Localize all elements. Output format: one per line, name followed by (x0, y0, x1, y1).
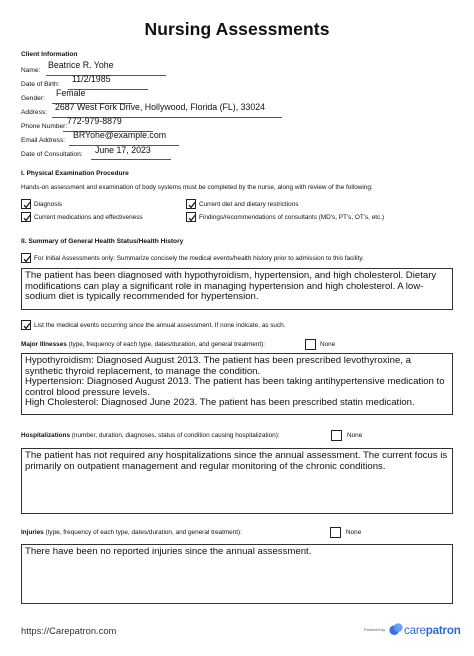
major-illnesses-label-rest: (type, frequency of each type, dates/duration, and general treatment): (66, 341, 266, 348)
hospitalizations-label-rest: (number, duration, diagnoses, status of condition causing hospitalization): (70, 432, 280, 439)
name-value[interactable]: Beatrice R. Yohe (48, 60, 114, 70)
client-info-heading: Client Information (21, 51, 78, 58)
major-illnesses-text: Hypothyroidism: Diagnosed August 2013. The patient has been prescribed levothyroxine, a synthetic thyroid replacement, to manage the condition. Hypertension: Diagnosed August 2013. The patient has been taking antihypertensive medication to control blood pressure levels. High Cholesterol: Diagnosed June 2023. The patient has been prescribed statin medication. (25, 355, 445, 409)
consultants-label: Findings/recommendations of consultants (MD's, PT's, OT's, etc.) (199, 214, 385, 221)
hospitalizations-label (21, 432, 280, 439)
diet-label: Current diet and dietary restrictions (199, 201, 299, 208)
diagnosis-checkbox[interactable] (21, 199, 31, 209)
name-label: Name: (21, 67, 41, 74)
consult-date-label: Date of Consultation: (21, 151, 83, 158)
dob-value[interactable]: 11/2/1985 (72, 74, 111, 84)
major-illnesses-textbox[interactable] (21, 353, 453, 415)
major-illnesses-none-checkbox[interactable] (305, 339, 316, 350)
injuries-none-checkbox[interactable] (330, 527, 341, 538)
injuries-textbox[interactable] (21, 544, 453, 604)
major-illnesses-none-label: None (320, 341, 336, 348)
diagnosis-label: Diagnosis (34, 201, 63, 208)
injuries-text: There have been no reported injuries since the annual assessment. (25, 546, 312, 557)
carepatron-logo-icon (389, 622, 403, 641)
consult-date-value[interactable]: June 17, 2023 (95, 145, 151, 155)
carepatron-brand (404, 624, 461, 637)
check-icon (23, 201, 31, 209)
page-title: Nursing Assessments (144, 19, 330, 39)
hospitalizations-none-label: None (347, 432, 363, 439)
check-icon (23, 322, 31, 330)
carepatron-link[interactable]: https://Carepatron.com (21, 625, 117, 636)
initial-assessment-checkbox[interactable] (21, 253, 31, 263)
phone-value[interactable]: 772-979-8879 (67, 116, 122, 126)
major-illnesses-label (21, 341, 265, 348)
summary-heading: II. Summary of General Health Status/Health History (21, 238, 184, 245)
list-events-label: List the medical events occurring since the annual assessment. If none indicate, as such. (34, 322, 286, 329)
physical-exam-intro: Hands-on assessment and examination of body systems must be completed by the nurse, along with review of the following: (21, 184, 373, 191)
check-icon (188, 201, 196, 209)
address-value[interactable]: 2687 West Fork Drive, Hollywood, Florida (FL), 33024 (55, 102, 266, 112)
physical-exam-heading: I. Physical Examination Procedure (21, 170, 129, 177)
brand-regular: care (404, 624, 426, 637)
email-value[interactable]: BRYohe@example.com (73, 130, 167, 140)
phone-label: Phone Number: (21, 123, 68, 130)
medications-label: Current medications and effectiveness (34, 214, 143, 221)
initial-assessment-textbox[interactable] (21, 268, 453, 310)
gender-label: Gender: (21, 95, 45, 102)
hospitalizations-label-bold: Hospitalizations (21, 432, 71, 439)
gender-value[interactable]: Female (56, 88, 86, 98)
check-icon (23, 214, 31, 222)
brand-bold: patron (425, 624, 461, 637)
medications-checkbox[interactable] (21, 212, 31, 222)
powered-by-label: Powered by (364, 627, 386, 632)
list-events-checkbox[interactable] (21, 320, 31, 330)
address-label: Address: (21, 109, 48, 116)
injuries-label-rest: (type, frequency of each type, dates/duration, and general treatment): (43, 529, 242, 536)
hospitalizations-none-checkbox[interactable] (331, 430, 342, 441)
injuries-label-bold: Injuries (21, 529, 44, 536)
injuries-none-label: None (346, 529, 362, 536)
hospitalizations-textbox[interactable] (21, 448, 453, 514)
major-illnesses-label-bold: Major Illnesses (21, 341, 67, 348)
consultants-checkbox[interactable] (186, 212, 196, 222)
injuries-label (21, 529, 242, 536)
initial-assessment-label: For Initial Assessments only: Summarize concisely the medical events/health history prior to admission to this facility. (34, 255, 364, 262)
diet-checkbox[interactable] (186, 199, 196, 209)
consult-date-underline (91, 159, 171, 160)
check-icon (188, 214, 196, 222)
email-label: Email Address: (21, 137, 65, 144)
check-icon (23, 255, 31, 263)
initial-assessment-text: The patient has been diagnosed with hypothyroidism, hypertension, and high cholesterol. Dietary modifications can play a significant role in managing hypertension and high cholesterol. A low-sodium diet is typically recommended for hypertension. (25, 270, 437, 303)
dob-label: Date of Birth: (21, 81, 60, 88)
hospitalizations-text: The patient has not required any hospitalizations since the annual assessment. The current focus is primarily on outpatient management and regular monitoring of the chronic conditions. (25, 450, 448, 472)
